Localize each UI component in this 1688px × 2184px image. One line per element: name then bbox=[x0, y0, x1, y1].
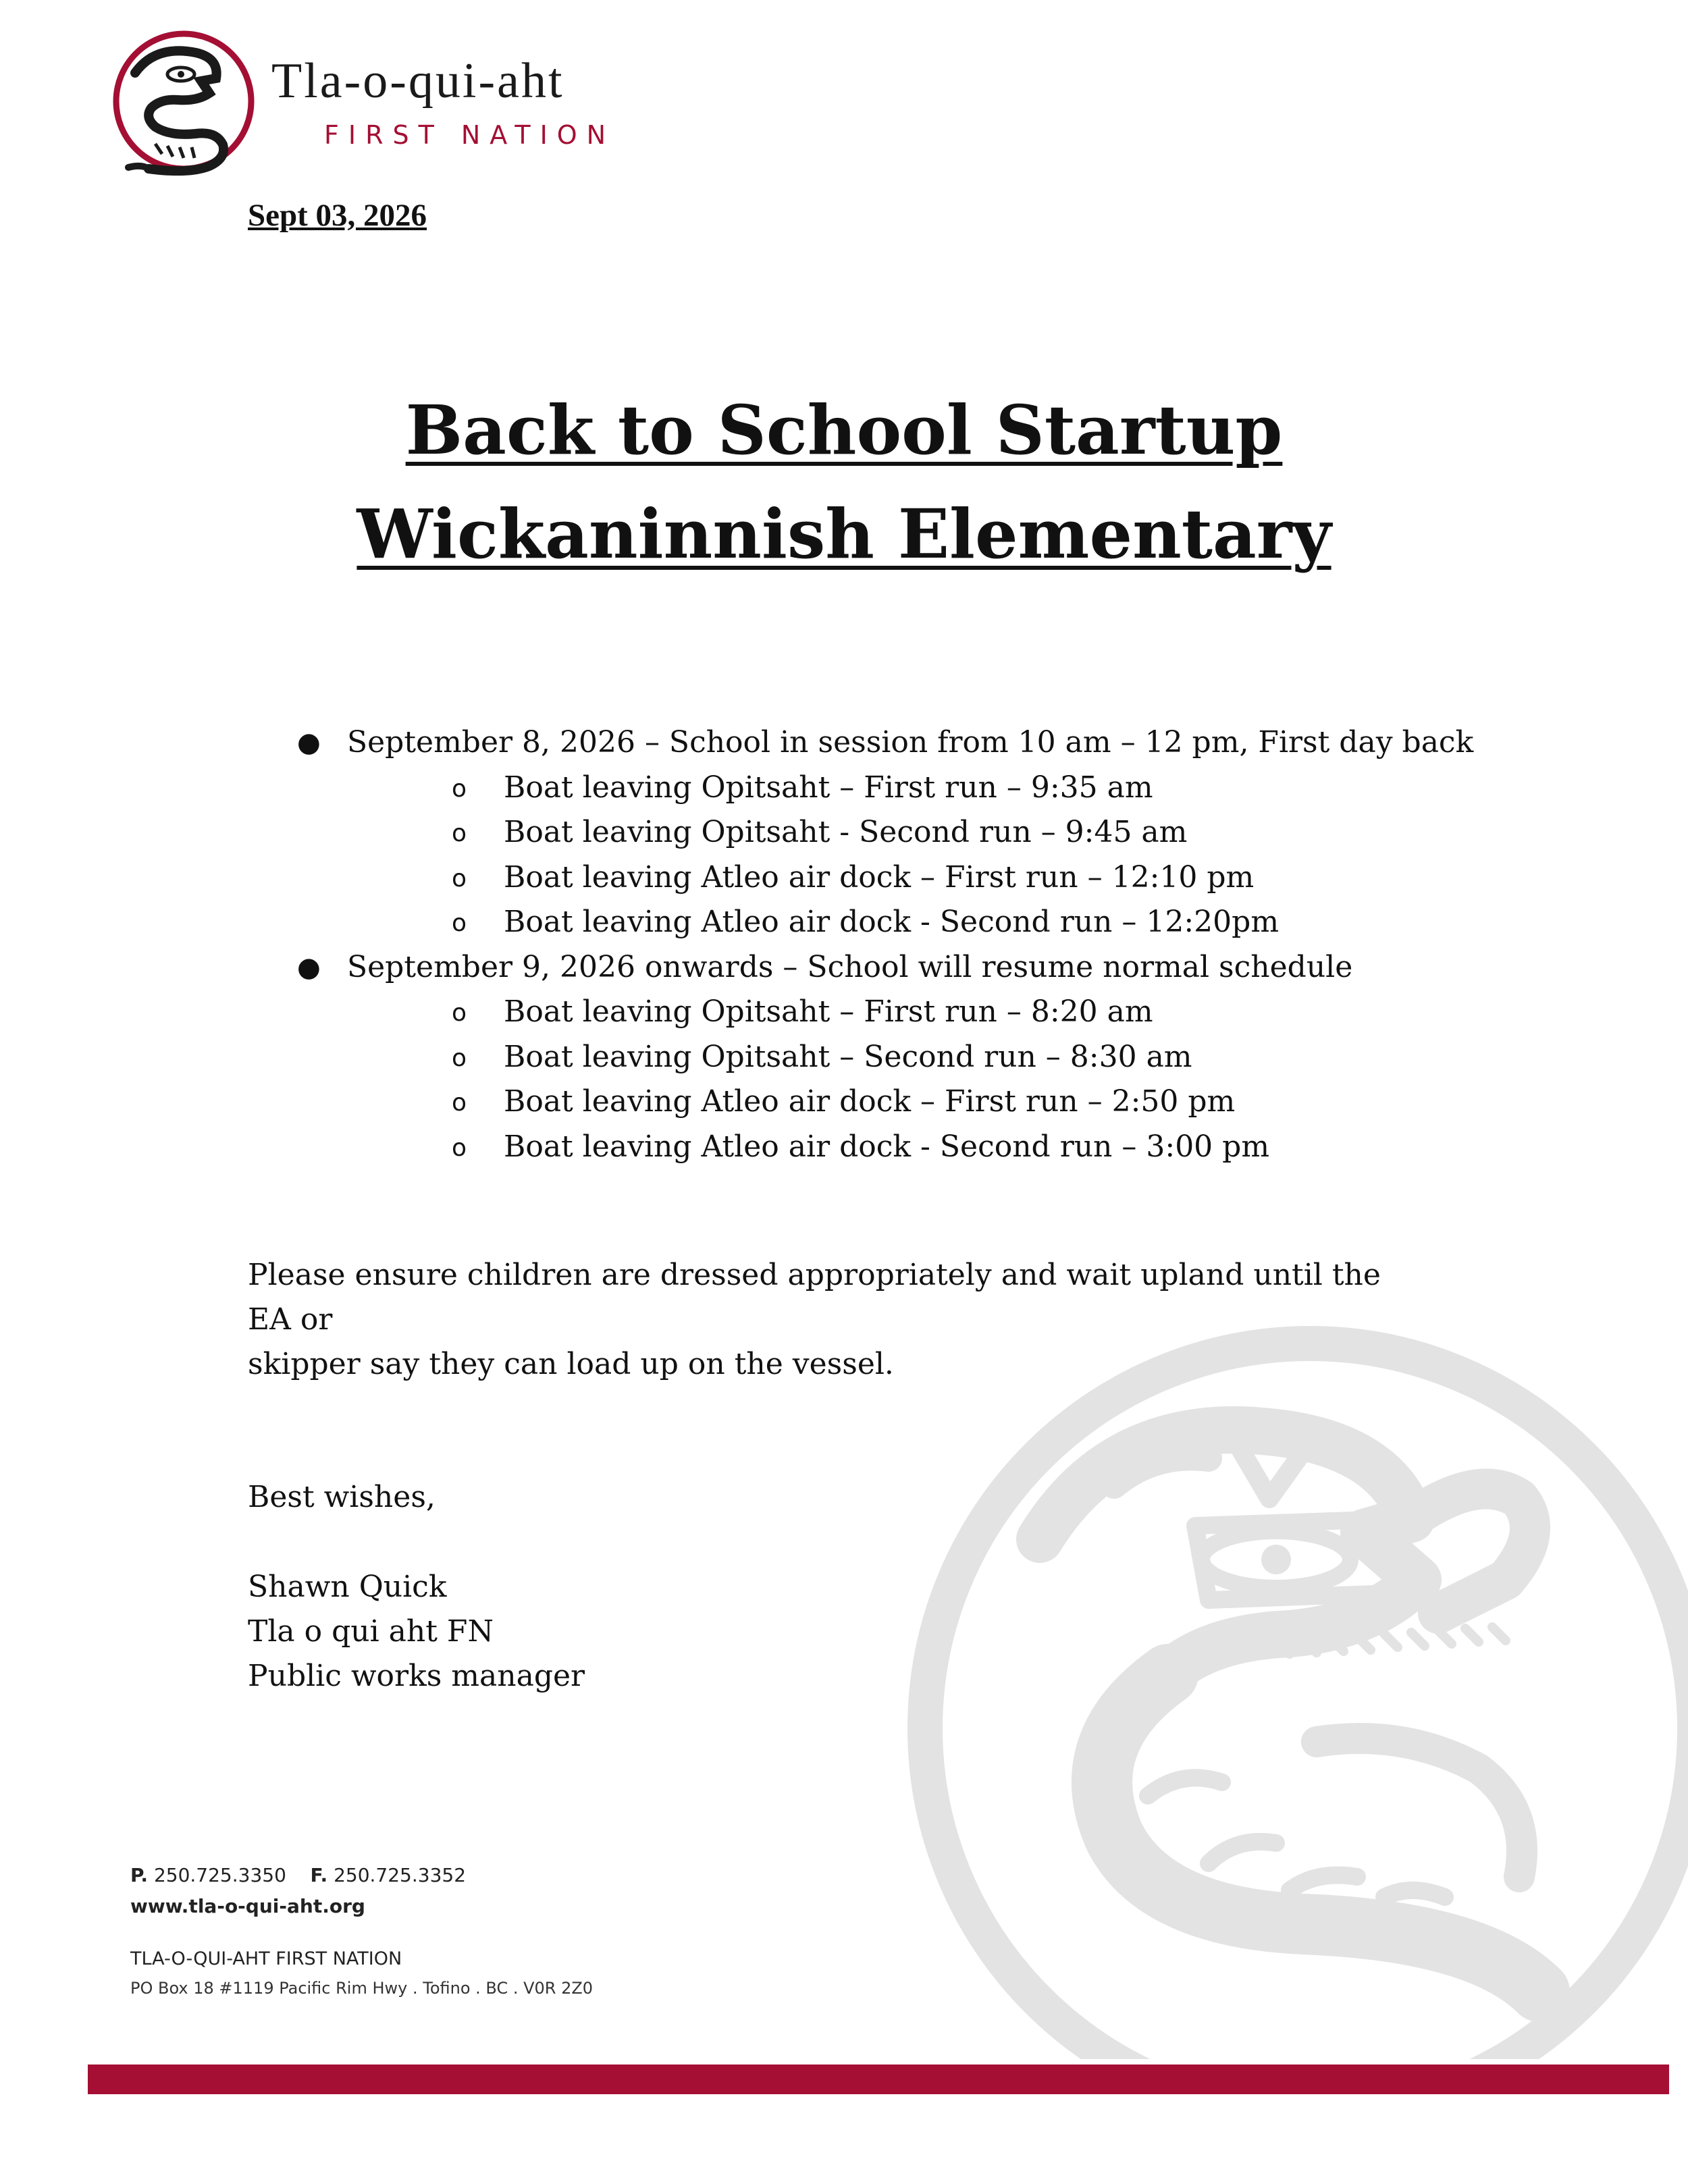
boat-run-text: Boat leaving Opitsaht – First run – 8:20 am bbox=[504, 994, 1153, 1029]
circle-bullet-icon: o bbox=[452, 1044, 467, 1072]
circle-bullet-icon: o bbox=[452, 999, 467, 1027]
schedule-day-item bbox=[290, 945, 1506, 1170]
schedule-day-text: September 8, 2026 – School in session from 10 am – 12 pm, First day back bbox=[347, 725, 1474, 760]
fax-number: 250.725.3352 bbox=[334, 1864, 467, 1886]
circle-bullet-icon: o bbox=[452, 774, 467, 803]
letter-date: Sept 03, 2026 bbox=[248, 198, 427, 233]
phone-label: P. bbox=[130, 1864, 149, 1886]
circle-bullet-icon: o bbox=[452, 909, 467, 937]
footer-accent-bar bbox=[88, 2065, 1669, 2094]
boat-run-item bbox=[347, 900, 1506, 945]
boat-run-item bbox=[347, 1035, 1506, 1080]
fax-label: F. bbox=[310, 1864, 328, 1886]
boat-run-item bbox=[347, 766, 1506, 811]
org-name-logotype: Tla-o-qui-aht bbox=[271, 53, 564, 109]
boat-run-item bbox=[347, 855, 1506, 901]
footer-org-name: TLA-O-QUI-AHT FIRST NATION bbox=[130, 1948, 402, 1969]
boat-run-text: Boat leaving Opitsaht – First run – 9:35 am bbox=[504, 770, 1153, 805]
serpent-emblem-icon bbox=[108, 26, 260, 181]
boat-run-text: Boat leaving Atleo air dock - Second run – 12:20pm bbox=[504, 905, 1280, 939]
footer-organization bbox=[130, 1944, 593, 2002]
boat-run-item bbox=[347, 1125, 1506, 1170]
circle-bullet-icon: o bbox=[452, 864, 467, 893]
title-line-2: Wickaninnish Elementary bbox=[357, 494, 1331, 574]
signer-role: Public works manager bbox=[248, 1659, 585, 1693]
title-line-1: Back to School Startup bbox=[405, 390, 1283, 470]
boat-run-list bbox=[347, 990, 1506, 1169]
boat-run-text: Boat leaving Opitsaht - Second run – 9:45 am bbox=[504, 815, 1188, 849]
phone-number: 250.725.3350 bbox=[153, 1864, 286, 1886]
serpent-watermark-icon bbox=[830, 1296, 1688, 2059]
notice-line-2: skipper say they can load up on the vessel. bbox=[248, 1347, 894, 1381]
boat-run-text: Boat leaving Atleo air dock – First run – 2:50 pm bbox=[504, 1084, 1236, 1119]
document-title bbox=[0, 378, 1688, 586]
notice-line-1: Please ensure children are dressed appropriately and wait upland until the EA or bbox=[248, 1258, 1381, 1337]
boat-run-item bbox=[347, 990, 1506, 1035]
boat-run-item bbox=[347, 1080, 1506, 1125]
org-subtitle-logotype: FIRST NATION bbox=[324, 120, 616, 150]
schedule-list bbox=[290, 720, 1506, 1169]
circle-bullet-icon: o bbox=[452, 1134, 467, 1162]
boat-run-text: Boat leaving Opitsaht – Second run – 8:30 am bbox=[504, 1039, 1192, 1074]
website-link[interactable]: www.tla-o-qui-aht.org bbox=[130, 1895, 365, 1917]
footer-contact bbox=[130, 1860, 466, 1922]
schedule-day-text: September 9, 2026 onwards – School will resume normal schedule bbox=[347, 949, 1353, 984]
boat-run-item bbox=[347, 810, 1506, 855]
signature-block bbox=[248, 1565, 585, 1699]
boat-run-text: Boat leaving Atleo air dock - Second run – 3:00 pm bbox=[504, 1129, 1270, 1164]
signer-name: Shawn Quick bbox=[248, 1570, 447, 1604]
bullet-icon: ● bbox=[297, 727, 321, 758]
signer-organization: Tla o qui aht FN bbox=[248, 1614, 494, 1649]
closing-salutation: Best wishes, bbox=[248, 1480, 436, 1514]
circle-bullet-icon: o bbox=[452, 820, 467, 847]
schedule-day-item bbox=[290, 720, 1506, 945]
bullet-icon: ● bbox=[297, 951, 321, 983]
circle-bullet-icon: o bbox=[452, 1089, 467, 1117]
boat-run-text: Boat leaving Atleo air dock – First run – 12:10 pm bbox=[504, 859, 1255, 895]
boat-run-list bbox=[347, 766, 1506, 945]
footer-address: PO Box 18 #1119 Pacific Rim Hwy . Tofino . BC . V0R 2Z0 bbox=[130, 1979, 594, 1998]
org-logo bbox=[108, 26, 716, 188]
